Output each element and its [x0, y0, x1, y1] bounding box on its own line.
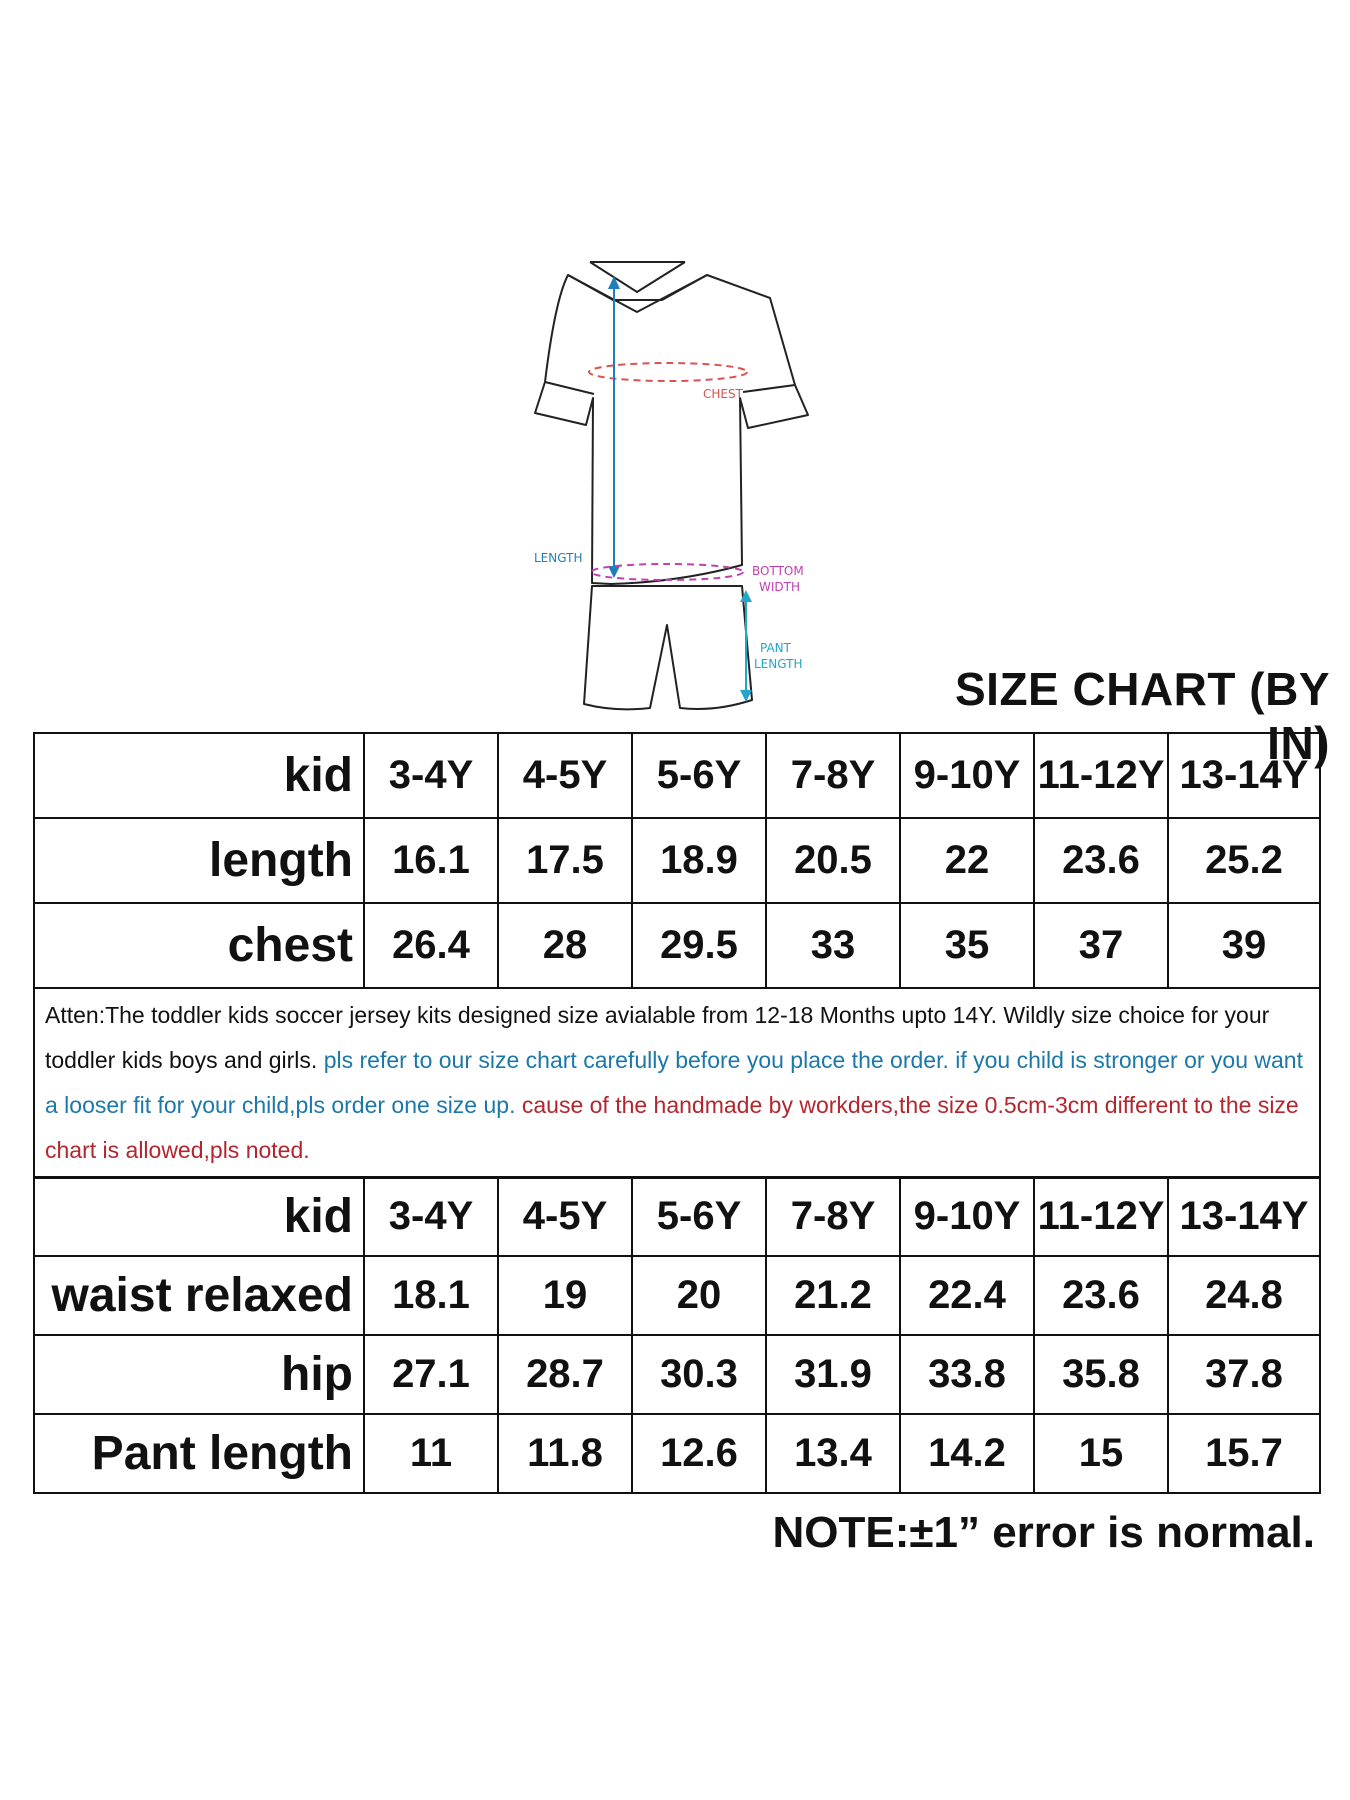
table-row: [34, 1256, 1320, 1335]
table-cell: 23.6: [1034, 1256, 1168, 1335]
table-row: [34, 1414, 1320, 1493]
note-advice: pls refer to our size chart carefully before you place the order. if you child is stronger or you want a looser fit for your child,pls order one size up.: [45, 1047, 1303, 1118]
table-cell: 15: [1034, 1414, 1168, 1493]
size-header: 7-8Y: [766, 733, 900, 818]
attention-note: [34, 988, 1320, 1178]
length-measure-marker: [608, 276, 620, 578]
garment-diagram: [0, 0, 1350, 720]
table-cell: 13.4: [766, 1414, 900, 1493]
error-note: NOTE:±1” error is normal.: [772, 1508, 1315, 1557]
size-header: 11-12Y: [1034, 1177, 1168, 1256]
table-cell: 12.6: [632, 1414, 766, 1493]
table-cell: 16.1: [364, 818, 498, 903]
pants-size-table: [33, 1176, 1321, 1494]
jersey-outline: [535, 275, 808, 584]
size-header: 3-4Y: [364, 1177, 498, 1256]
row-label: hip: [34, 1335, 364, 1414]
table-cell: 19: [498, 1256, 632, 1335]
size-header: 11-12Y: [1034, 733, 1168, 818]
bottom-width-label-2: WIDTH: [759, 580, 800, 594]
table-cell: 37.8: [1168, 1335, 1320, 1414]
table-cell: 28: [498, 903, 632, 988]
note-warning: cause of the handmade by workders,the size 0.5cm-3cm different to the size chart is allowed,pls noted.: [45, 1092, 1299, 1163]
table-cell: 33.8: [900, 1335, 1034, 1414]
size-chart-title: SIZE CHART (BY IN): [955, 663, 1330, 769]
table-row: [34, 903, 1320, 988]
chest-measure-marker: [589, 363, 747, 381]
table-cell: 27.1: [364, 1335, 498, 1414]
table-cell: 18.9: [632, 818, 766, 903]
pant-length-label-1: PANT: [760, 641, 791, 655]
note-row: [34, 988, 1320, 1178]
table-cell: 25.2: [1168, 818, 1320, 903]
row-label: waist relaxed: [34, 1256, 364, 1335]
size-header: 4-5Y: [498, 733, 632, 818]
row-label: length: [34, 818, 364, 903]
table-cell: 11: [364, 1414, 498, 1493]
table-cell: 14.2: [900, 1414, 1034, 1493]
table-cell: 39: [1168, 903, 1320, 988]
table-cell: 20.5: [766, 818, 900, 903]
size-header: 13-14Y: [1168, 1177, 1320, 1256]
table-cell: 26.4: [364, 903, 498, 988]
note-general: Atten:The toddler kids soccer jersey kits designed size avialable from 12-18 Months upto 14Y. Wildly size choice for your toddler kids boys and girls.: [45, 1002, 1270, 1073]
jersey-collar: [568, 262, 707, 312]
size-header: 5-6Y: [632, 733, 766, 818]
size-header: 9-10Y: [900, 1177, 1034, 1256]
shorts-outline: [584, 586, 752, 709]
jersey-size-table: [33, 732, 1321, 1179]
table-cell: 23.6: [1034, 818, 1168, 903]
table-cell: 30.3: [632, 1335, 766, 1414]
table-header-row: [34, 1177, 1320, 1256]
table-cell: 21.2: [766, 1256, 900, 1335]
row-label: chest: [34, 903, 364, 988]
size-header: 4-5Y: [498, 1177, 632, 1256]
table-cell: 24.8: [1168, 1256, 1320, 1335]
table-cell: 31.9: [766, 1335, 900, 1414]
table-cell: 37: [1034, 903, 1168, 988]
table-cell: 20: [632, 1256, 766, 1335]
table-cell: 17.5: [498, 818, 632, 903]
table-cell: 29.5: [632, 903, 766, 988]
length-label: LENGTH: [534, 551, 583, 565]
table-cell: 18.1: [364, 1256, 498, 1335]
bottom-width-label-1: BOTTOM: [752, 564, 804, 578]
table-cell: 28.7: [498, 1335, 632, 1414]
size-header: 3-4Y: [364, 733, 498, 818]
size-header: 13-14Y: [1168, 733, 1320, 818]
table-cell: 22.4: [900, 1256, 1034, 1335]
table-row: [34, 1335, 1320, 1414]
table-cell: 35: [900, 903, 1034, 988]
pant-length-label-2: LENGTH: [754, 657, 803, 671]
size-header: 5-6Y: [632, 1177, 766, 1256]
table-cell: 35.8: [1034, 1335, 1168, 1414]
row-label: kid: [34, 1177, 364, 1256]
chest-label: CHEST: [703, 387, 743, 401]
table-header-row: [34, 733, 1320, 818]
table-cell: 15.7: [1168, 1414, 1320, 1493]
table-row: [34, 818, 1320, 903]
size-header: 7-8Y: [766, 1177, 900, 1256]
size-header: 9-10Y: [900, 733, 1034, 818]
row-label: kid: [34, 733, 364, 818]
table-cell: 11.8: [498, 1414, 632, 1493]
table-cell: 22: [900, 818, 1034, 903]
table-cell: 33: [766, 903, 900, 988]
row-label: Pant length: [34, 1414, 364, 1493]
